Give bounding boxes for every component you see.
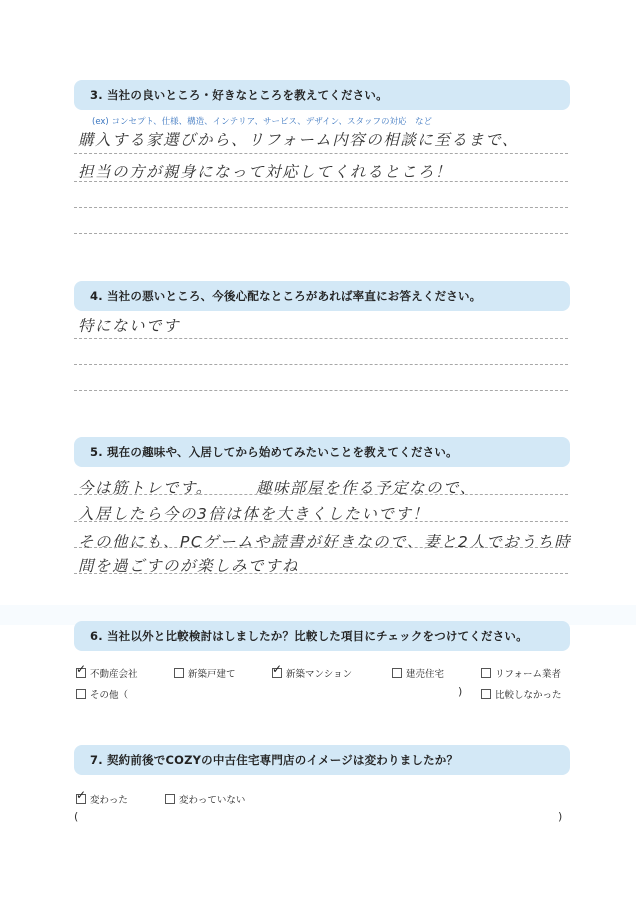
q6-option-renovation[interactable]: [481, 666, 561, 680]
answer-line: [74, 390, 568, 391]
q4-answer-line-1: 特にないです: [78, 317, 181, 335]
answer-line: [74, 338, 568, 339]
question-6-title: 6. 当社以外と比較検討はしましたか？比較した項目にチェックをつけてください。: [90, 629, 528, 643]
option-label: 新築マンション: [286, 669, 353, 680]
question-6-header: [74, 621, 570, 651]
checkbox[interactable]: [76, 689, 86, 699]
q6-option-real-estate[interactable]: [76, 662, 138, 680]
q6-option-new-house[interactable]: [174, 666, 236, 680]
checkbox[interactable]: [272, 662, 283, 678]
q6-option-new-condo[interactable]: [272, 662, 353, 680]
option-label: 建売住宅: [406, 669, 445, 680]
answer-line: [74, 521, 568, 522]
option-label: 変わっていない: [179, 795, 246, 806]
q7-close-paren: ): [558, 810, 563, 823]
question-5-title: 5. 現在の趣味や、入居してから始めてみたいことを教えてください。: [90, 445, 458, 459]
q7-option-not-changed[interactable]: [165, 792, 245, 806]
checkbox[interactable]: [76, 788, 87, 804]
answer-line: [74, 153, 568, 154]
answer-line: [74, 547, 568, 548]
option-label: リフォーム業者: [495, 669, 562, 680]
q6-other-close-paren: ): [458, 685, 463, 698]
q3-answer-line-2: 担当の方が親身になって対応してくれるところ！: [78, 163, 453, 181]
answer-line: [74, 233, 568, 234]
option-label: 比較しなかった: [495, 690, 562, 701]
question-3-title: 3. 当社の良いところ・好きなところを教えてください。: [90, 88, 388, 102]
question-3-example: (ex) コンセプト、仕様、構造、インテリア、サービス、デザイン、スタッフの対応 など: [92, 117, 432, 127]
check-mark-icon: ✓: [76, 662, 87, 676]
answer-line: [74, 207, 568, 208]
option-label: 不動産会社: [90, 669, 138, 680]
checkbox[interactable]: [174, 668, 184, 678]
checkbox[interactable]: [481, 689, 491, 699]
option-label: その他（: [90, 690, 129, 701]
answer-line: [74, 494, 568, 495]
q5-answer-line-3: その他にも、PCゲームや読書が好きなので、妻と2人でおうち時: [78, 533, 572, 551]
answer-line: [74, 364, 568, 365]
q3-answer-line-1: 購入する家選びから、リフォーム内容の相談に至るまで、: [78, 131, 519, 149]
q5-answer-line-2: 入居したら今の3倍は体を大きくしたいです！: [78, 505, 430, 523]
q5-answer-line-4: 間を過ごすのが楽しみですね: [78, 557, 300, 575]
q5-answer-line-1: 今は筋トレです。 趣味部屋を作る予定なので、: [78, 479, 477, 497]
question-3-header: [74, 80, 570, 110]
check-mark-icon: ✓: [272, 662, 283, 676]
checkbox[interactable]: [392, 668, 402, 678]
option-label: 変わった: [90, 795, 128, 806]
q6-option-no-comparison[interactable]: [481, 687, 562, 701]
q7-open-paren: (: [74, 810, 79, 823]
question-7-title: 7. 契約前後でCOZYの中古住宅専門店のイメージは変わりましたか？: [90, 753, 459, 767]
checkbox[interactable]: [76, 662, 87, 678]
answer-line: [74, 181, 568, 182]
question-4-header: [74, 281, 570, 311]
q6-option-built-for-sale[interactable]: [392, 666, 444, 680]
answer-line: [74, 573, 568, 574]
check-mark-icon: ✓: [76, 788, 87, 802]
question-4-title: 4. 当社の悪いところ、今後心配なところがあれば率直にお答えください。: [90, 289, 482, 303]
q6-option-other[interactable]: [76, 687, 128, 701]
checkbox[interactable]: [165, 794, 175, 804]
question-5-header: [74, 437, 570, 467]
question-7-header: [74, 745, 570, 775]
q7-option-changed[interactable]: [76, 788, 128, 806]
option-label: 新築戸建て: [188, 669, 236, 680]
checkbox[interactable]: [481, 668, 491, 678]
